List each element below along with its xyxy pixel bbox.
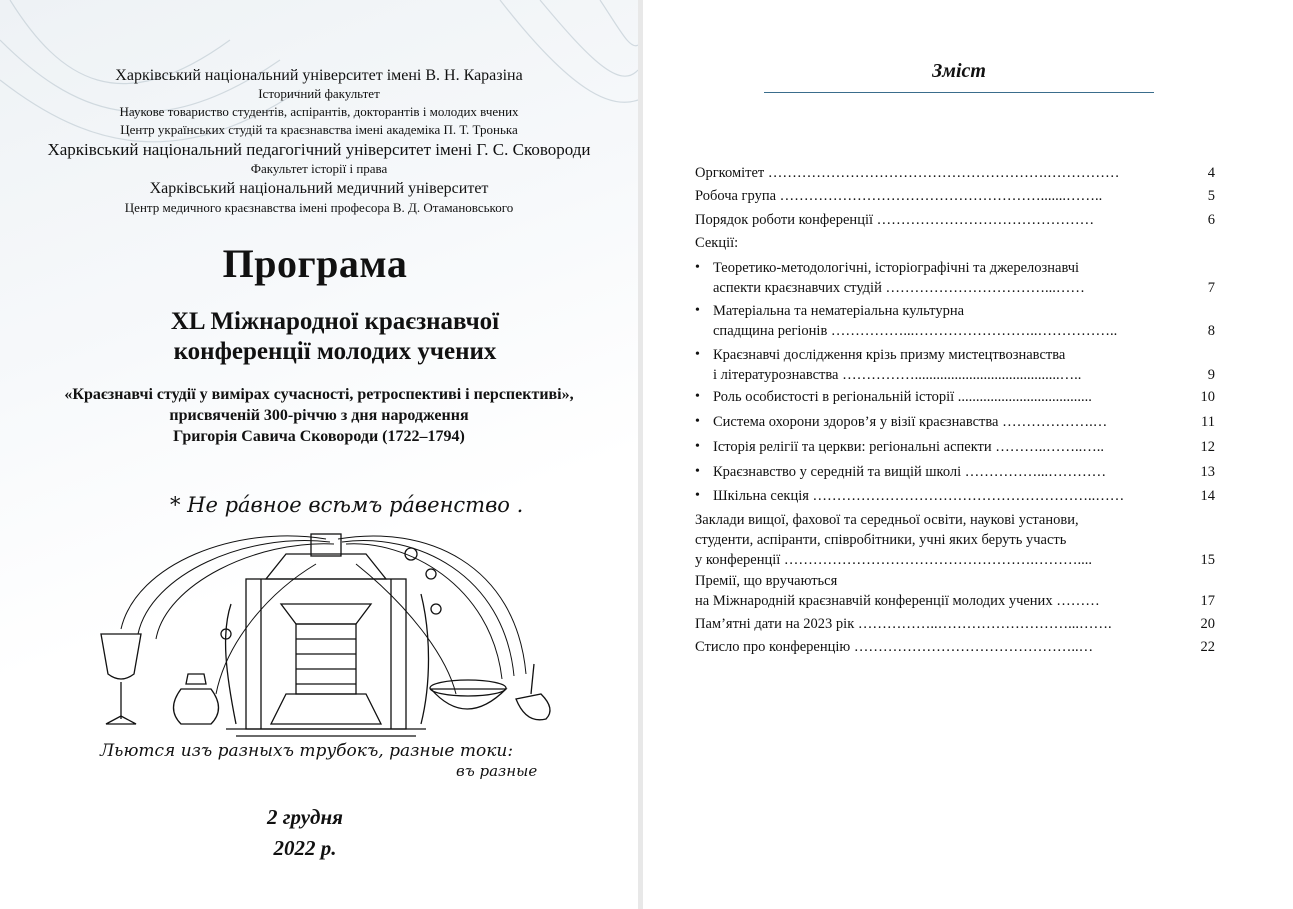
toc-row-section-heritage[interactable] <box>713 301 1215 341</box>
toc-row-text: • Матеріальна та нематеріальна культурна <box>713 303 965 319</box>
org-line-8: Центр медичного краєзнавства імені професора В. Д. Отамановського <box>124 200 514 215</box>
org-line-1: Харківський національний університет імені В. Н. Каразіна <box>115 67 523 84</box>
toc-row-section-health[interactable] <box>713 412 1215 432</box>
desc-line-3: Григорія Савича Сковороди (1722–1794) <box>173 428 465 445</box>
toc-row-section-religion[interactable] <box>713 437 1215 457</box>
toc-row-text-2: на Міжнародній краєзнавчій конференції молодих учених ……… <box>695 593 1100 609</box>
toc-row-text: Стисло про конференцію ………………………………………..… <box>695 639 1094 655</box>
toc-row-about[interactable] <box>695 637 1215 657</box>
toc-row-section-personality[interactable] <box>713 387 1215 407</box>
toc-row-text: • Роль особистості в регіональній історії ..................................... <box>713 389 1092 405</box>
toc-row-text: • Система охорони здоров’я у візії краєзнавства ……………….… <box>713 414 1108 430</box>
toc-row-memorable-dates[interactable] <box>695 614 1215 634</box>
toc-row-page: 5 <box>1207 188 1215 204</box>
toc-row-text: • Історія релігії та церкви: регіональні аспекти ………..……..….. <box>713 439 1105 455</box>
toc-row-section-school[interactable] <box>713 462 1215 482</box>
toc-row-text: Оргкомітет ………………………………………………….…………… <box>695 165 1120 181</box>
toc-row-page: 7 <box>1207 280 1215 296</box>
skovoroda-emblem-engraving <box>86 484 566 794</box>
toc-row-awards[interactable] <box>695 571 1215 611</box>
toc-row-sections-heading <box>695 233 1215 253</box>
desc-line-1: «Краєзнавчі студії у вимірах сучасності, ретроспективі і перспективі», <box>64 386 574 403</box>
toc-title: Зміст <box>932 60 986 82</box>
toc-row-text: Премії, що вручаються <box>695 573 838 589</box>
toc-row-page: 11 <box>1201 414 1215 430</box>
engraving-motto: * Не ра́вное всѣмъ ра́венство . <box>170 493 524 517</box>
toc-row-page: 10 <box>1200 389 1215 405</box>
toc-row-text-2: аспекти краєзнавчих студій ……………………………...…… <box>713 280 1085 296</box>
toc-row-text: Пам’ятні дати на 2023 рік ……………..………………………...……. <box>695 616 1112 632</box>
toc-row-page: 8 <box>1207 323 1215 339</box>
program-title: Програма <box>222 241 408 286</box>
date-line-1: 2 грудня <box>267 805 343 829</box>
toc-row-text: • Теоретико-методологічні, історіографічні та джерелознавчі <box>713 260 1080 276</box>
toc-title-rule <box>764 92 1154 93</box>
desc-line-2: присвяченій 300-річчю з дня народження <box>169 407 469 424</box>
org-line-2: Історичний факультет <box>258 86 380 101</box>
engraving-caption-2: въ разные <box>456 762 538 780</box>
cover-page <box>0 0 638 909</box>
toc-row-orgcommittee[interactable] <box>695 163 1215 183</box>
toc-row-page: 14 <box>1200 488 1215 504</box>
toc-row-text-2: спадщина регіонів ……………...……………………..…………….. <box>713 323 1118 339</box>
toc-row-institutions[interactable] <box>695 510 1215 570</box>
toc-row-text-3: у конференції …………………………………………….……….... <box>695 552 1093 568</box>
toc-row-section-theory[interactable] <box>713 258 1215 298</box>
org-line-3: Наукове товариство студентів, аспірантів, докторантів і молодих вчених <box>119 104 519 119</box>
toc-row-text: Заклади вищої, фахової та середньої освіти, наукові установи, <box>695 512 1079 528</box>
toc-row-procedure[interactable] <box>695 210 1215 230</box>
toc-row-text-2: і літературознавства ……………........................................….. <box>713 367 1082 383</box>
toc-row-page: 4 <box>1207 165 1215 181</box>
engraving-caption: Льются изъ разныхъ трубокъ, разные токи: <box>100 741 514 761</box>
toc-row-page: 12 <box>1200 439 1215 455</box>
toc-row-page: 17 <box>1200 593 1215 609</box>
toc-row-working-group[interactable] <box>695 186 1215 206</box>
org-line-7: Харківський національний медичний університет <box>149 180 489 197</box>
toc-row-text: • Краєзнавство у середній та вищій школі ……………...………… <box>713 464 1107 480</box>
org-line-4: Центр українських студій та краєзнавства імені академіка П. Т. Тронька <box>120 122 518 137</box>
subtitle-line-2: конференції молодих учених <box>173 338 497 365</box>
org-line-5: Харківський національний педагогічний університет імені Г. С. Сковороди <box>47 140 591 159</box>
toc-row-page: 22 <box>1200 639 1215 655</box>
toc-row-text-2: студенти, аспіранти, співробітники, учні яких беруть участь <box>695 532 1067 548</box>
toc-row-text: Секції: <box>695 235 739 251</box>
toc-row-page: 9 <box>1207 367 1215 383</box>
toc-row-section-arts[interactable] <box>713 345 1215 385</box>
toc-row-section-school-section[interactable] <box>713 486 1215 506</box>
date-line-2: 2022 р. <box>273 836 337 860</box>
toc-row-text: Порядок роботи конференції ……………………………………… <box>695 212 1095 228</box>
subtitle-line-1: XL Міжнародної краєзнавчої <box>170 308 500 335</box>
toc-row-page: 6 <box>1207 212 1215 228</box>
toc-row-page: 20 <box>1200 616 1215 632</box>
toc-page <box>643 0 1293 909</box>
toc-row-page: 15 <box>1200 552 1215 568</box>
toc-row-text: • Шкільна секція …………………………………………………..…… <box>713 488 1125 504</box>
toc-row-text: Робоча група ……………………………………………….......…….. <box>695 188 1103 204</box>
org-line-6: Факультет історії і права <box>250 161 388 176</box>
toc-row-page: 13 <box>1200 464 1215 480</box>
toc-row-text: • Краєзнавчі дослідження крізь призму мистецтвознавства <box>713 347 1066 363</box>
